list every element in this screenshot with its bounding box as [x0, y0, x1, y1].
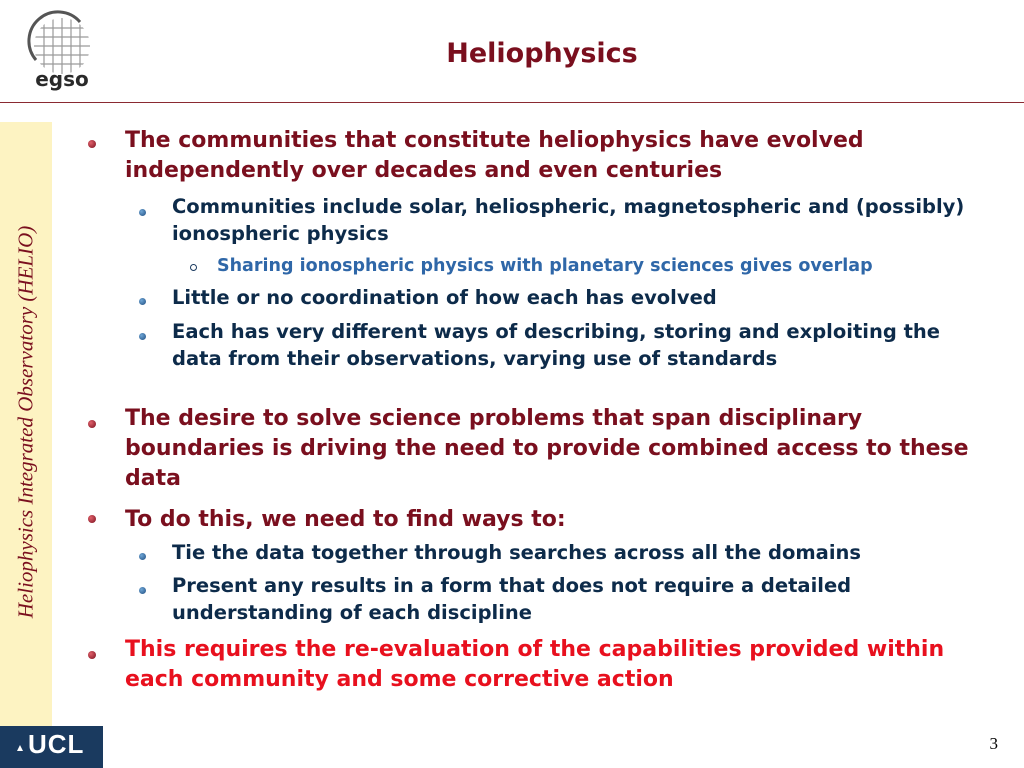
bullet-level2: Little or no coordination of how each has evolved: [172, 286, 717, 309]
bullet-level1: The communities that constitute heliophysics have evolved independently over decades and even centuries: [125, 128, 864, 183]
sidebar-project-name: Heliophysics Integrated Observatory (HELIO): [13, 225, 38, 619]
bullet-icon: [139, 587, 146, 594]
bullet-icon: [88, 651, 96, 659]
bullet-level1: The desire to solve science problems that span disciplinary boundaries is driving the need to provide combined access to these data: [125, 406, 969, 491]
bullet-level2: Tie the data together through searches across all the domains: [172, 541, 862, 564]
bullet-icon: [190, 264, 197, 271]
bullet-icon: [88, 420, 96, 428]
bullet-icon: [139, 553, 146, 560]
slide-title: Heliophysics: [446, 38, 638, 69]
ucl-dome-icon: [17, 745, 23, 751]
ucl-logo-text: UCL: [28, 729, 85, 759]
page-number: 3: [989, 734, 998, 753]
title-divider: [0, 102, 1024, 103]
bullet-level3: Sharing ionospheric physics with planetary sciences gives overlap: [217, 256, 873, 276]
egso-logo-text: egso: [35, 67, 89, 91]
bullet-icon: [139, 333, 146, 340]
bullet-icon: [88, 140, 96, 148]
bullet-level1: To do this, we need to find ways to:: [125, 507, 566, 532]
bullet-level1-emphasis: This requires the re-evaluation of the capabilities provided within each community and some corrective action: [125, 637, 945, 692]
bullet-icon: [139, 209, 146, 216]
bullet-level2: Each has very different ways of describing, storing and exploiting the data from their observations, varying use of standards: [172, 320, 941, 370]
bullet-level2: Communities include solar, heliospheric, magnetospheric and (possibly) ionospheric physics: [172, 195, 965, 245]
bullet-icon: [139, 298, 146, 305]
bullet-level2: Present any results in a form that does not require a detailed understanding of each discipline: [172, 574, 852, 624]
bullet-icon: [88, 515, 96, 523]
